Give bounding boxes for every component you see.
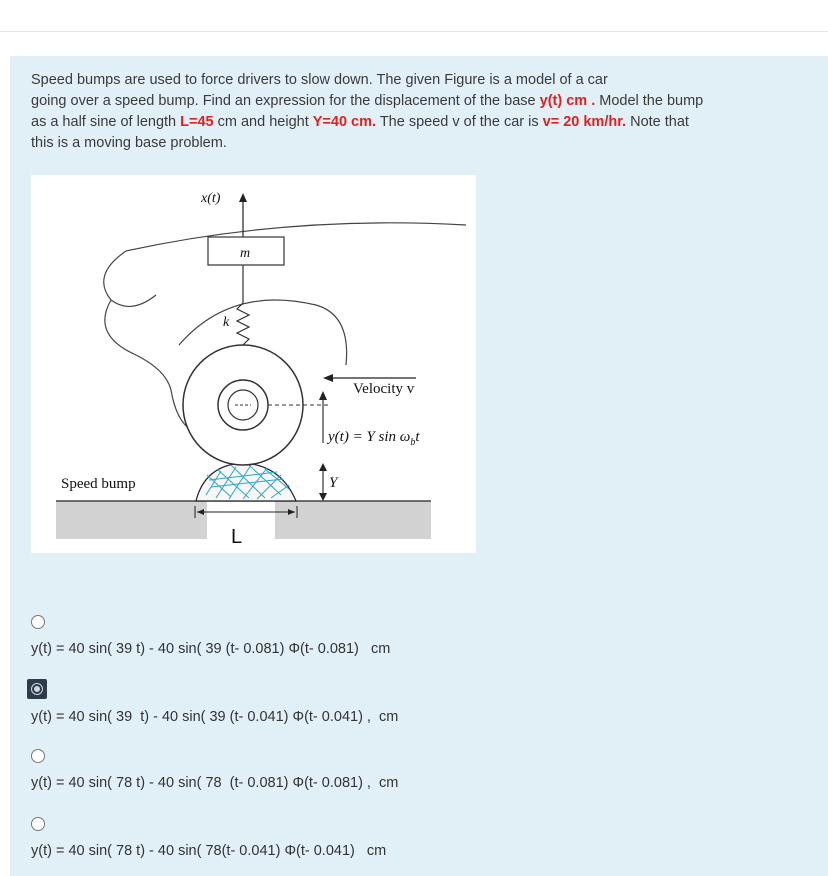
question-line-4: this is a moving base problem. — [31, 135, 227, 151]
base-label-sub: b — [410, 437, 416, 448]
question-line-2-end: Model the bump — [595, 93, 704, 109]
speed-bump-figure — [31, 175, 476, 553]
length-label: L — [231, 526, 243, 548]
xt-label: x(t) — [201, 191, 221, 206]
highlight-length: L=45 — [180, 114, 214, 130]
option-1-radio[interactable] — [31, 615, 45, 629]
base-motion-label — [326, 429, 420, 448]
question-line-2: going over a speed bump. Find an expression for the displacement of the base — [31, 93, 540, 109]
yt-arrow-head — [319, 391, 327, 400]
car-body-left — [104, 251, 156, 306]
option-2-radio[interactable] — [27, 679, 47, 699]
highlight-speed: v= 20 km/hr. — [542, 114, 627, 130]
figure-svg — [31, 175, 476, 553]
option-3-radio[interactable] — [31, 749, 45, 763]
car-body-lower — [105, 300, 191, 430]
option-3-label[interactable]: y(t) = 40 sin( 78 t) - 40 sin( 78 (t- 0.081) Φ(t- 0.081) , cm — [31, 775, 399, 791]
question-line-3-mid: cm and height — [213, 114, 313, 130]
option-2-label[interactable]: y(t) = 40 sin( 39 t) - 40 sin( 39 (t- 0.041) Φ(t- 0.041) , cm — [31, 709, 399, 725]
spring-label: k — [223, 315, 230, 330]
question-text — [31, 70, 811, 154]
spring — [237, 265, 249, 351]
xt-arrow-head — [239, 193, 247, 202]
option-4-label[interactable]: y(t) = 40 sin( 78 t) - 40 sin( 78(t- 0.041) Φ(t- 0.041) cm — [31, 843, 387, 859]
base-label-main: y(t) = Y sin ω — [328, 429, 411, 445]
highlight-height: Y=40 cm. — [312, 114, 377, 130]
base-label-t: t — [415, 429, 420, 445]
velocity-arrow-head — [323, 374, 333, 382]
height-label: Y — [329, 475, 338, 491]
car-body-top — [126, 223, 466, 251]
highlight-yt: y(t) cm . — [539, 93, 596, 109]
option-1-label[interactable]: y(t) = 40 sin( 39 t) - 40 sin( 39 (t- 0.081) Φ(t- 0.081) cm — [31, 641, 391, 657]
question-line-1: Speed bumps are used to force drivers to slow down. The given Figure is a model of a car — [31, 72, 608, 88]
top-divider — [0, 31, 828, 32]
option-4-radio[interactable] — [31, 817, 45, 831]
question-line-3-end: Note that — [626, 114, 689, 130]
question-line-3: as a half sine of length — [31, 114, 181, 130]
velocity-label: Velocity v — [353, 381, 415, 397]
speed-bump-label: Speed bump — [61, 476, 136, 492]
mass-label: m — [240, 246, 251, 261]
question-line-3-mid2: The speed v of the car is — [376, 114, 543, 130]
question-panel — [10, 56, 828, 876]
